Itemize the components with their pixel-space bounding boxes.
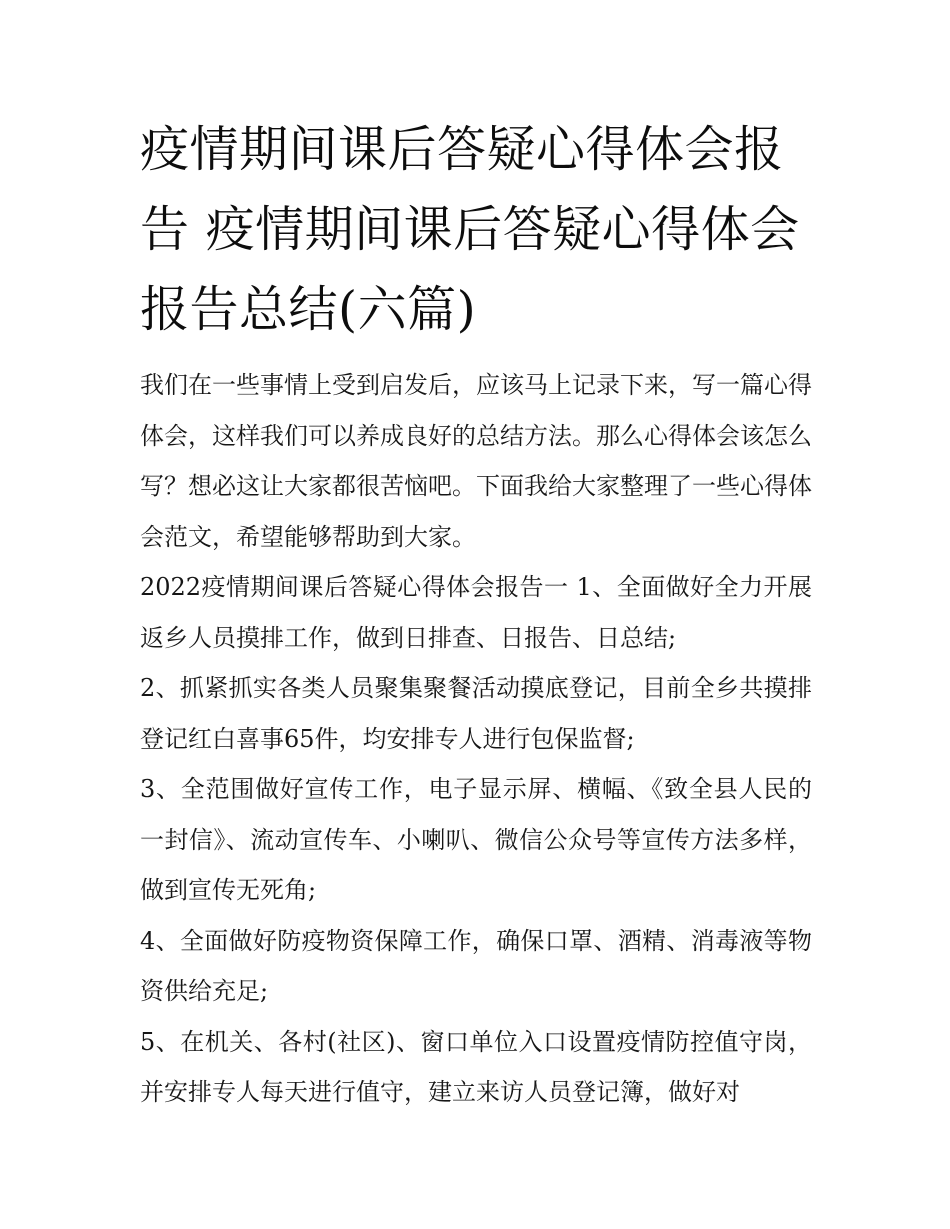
- paragraph-item-5: 5、在机关、各村(社区)、窗口单位入口设置疫情防控值守岗，并安排专人每天进行值守，建立来访人员登记簿，做好对: [140, 1027, 812, 1106]
- document-title: 疫情期间课后答疑心得体会报告 疫情期间课后答疑心得体会报告总结(六篇): [140, 121, 800, 338]
- paragraph-item-3: 3、全范围做好宣传工作，电子显示屏、横幅、《致全县人民的一封信》、流动宣传车、小喇叭、微信公众号等宣传方法多样，做到宣传无死角;: [140, 775, 812, 904]
- document-body: [140, 110, 812, 1118]
- paragraph-intro: 我们在一些事情上受到启发后，应该马上记录下来，写一篇心得体会，这样我们可以养成良好的总结方法。那么心得体会该怎么写？想必这让大家都很苦恼吧。下面我给大家整理了一些心得体会范文，希望能够帮助到大家。: [140, 371, 812, 551]
- paragraph-item-1: 2022疫情期间课后答疑心得体会报告一 1、全面做好全力开展返乡人员摸排工作，做到日排查、日报告、日总结;: [140, 573, 812, 652]
- paragraph-item-2: 2、抓紧抓实各类人员聚集聚餐活动摸底登记，目前全乡共摸排登记红白喜事65件，均安排专人进行包保监督;: [140, 674, 812, 753]
- paragraph-item-4: 4、全面做好防疫物资保障工作，确保口罩、酒精、消毒液等物资供给充足;: [140, 926, 812, 1005]
